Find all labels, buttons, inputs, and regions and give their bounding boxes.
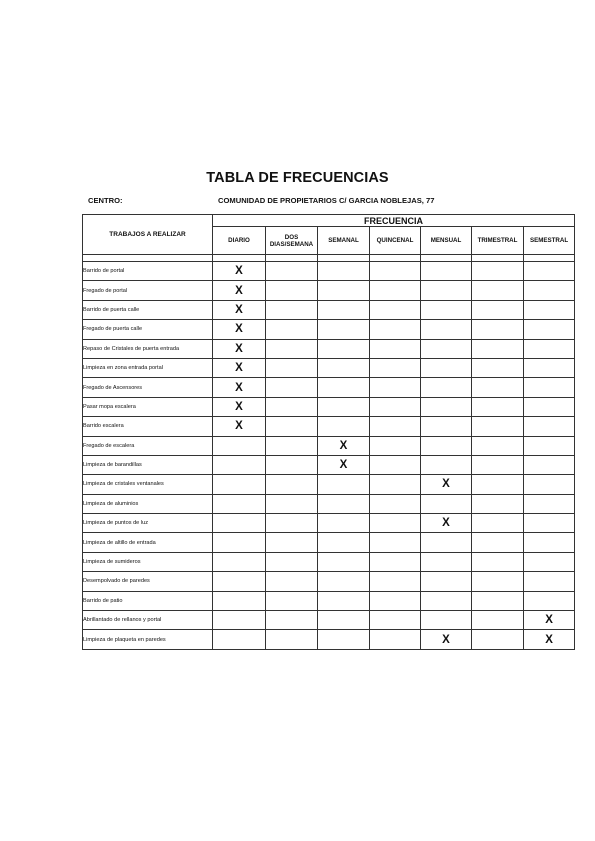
frequency-mark-cell	[318, 591, 370, 610]
task-name: Fregado de puerta calle	[83, 320, 213, 339]
frequency-mark-cell	[370, 455, 421, 474]
frequency-mark-cell	[370, 533, 421, 552]
frequency-mark-cell	[472, 455, 524, 474]
frequency-mark-cell	[524, 455, 575, 474]
frequency-mark-cell: X	[318, 436, 370, 455]
frequency-mark-cell	[472, 611, 524, 630]
frequency-mark-cell	[472, 262, 524, 281]
frequency-mark-cell	[472, 436, 524, 455]
frequency-mark-cell	[266, 475, 318, 494]
task-name: Abrillantado de rellanos y portal	[83, 611, 213, 630]
frequency-mark-cell	[266, 514, 318, 533]
frequency-mark-cell	[472, 494, 524, 513]
frequency-mark-cell	[266, 572, 318, 591]
header-spacer-row	[83, 255, 575, 262]
frequency-mark-cell	[524, 494, 575, 513]
frequency-mark-cell: X	[421, 514, 472, 533]
frequency-mark-cell	[421, 281, 472, 300]
frequency-mark-cell	[318, 611, 370, 630]
task-name: Limpieza de barandillas	[83, 455, 213, 474]
table-row	[83, 300, 575, 319]
frequency-mark-cell	[472, 572, 524, 591]
frequency-mark-cell	[524, 262, 575, 281]
frequency-mark-cell	[266, 552, 318, 571]
task-name: Fregado de escalera	[83, 436, 213, 455]
task-column-header: TRABAJOS A REALIZAR	[83, 215, 213, 255]
frequency-mark-cell	[266, 417, 318, 436]
frequency-mark-cell	[370, 572, 421, 591]
table-row	[83, 436, 575, 455]
page-title: TABLA DE FRECUENCIAS	[206, 170, 389, 186]
frequency-mark-cell	[370, 358, 421, 377]
frequency-mark-cell	[213, 533, 266, 552]
frequency-mark-cell	[421, 436, 472, 455]
frequency-mark-cell	[472, 591, 524, 610]
frequency-mark-cell: X	[213, 300, 266, 319]
frequency-mark-cell: X	[213, 378, 266, 397]
task-name: Barrido escalera	[83, 417, 213, 436]
frequency-mark-cell: X	[213, 358, 266, 377]
frequency-mark-cell	[318, 417, 370, 436]
table-row	[83, 339, 575, 358]
frequency-mark-cell	[370, 397, 421, 416]
frequency-mark-cell	[213, 514, 266, 533]
table-row	[83, 514, 575, 533]
frequency-mark-cell	[266, 436, 318, 455]
task-name: Limpieza de cristales ventanales	[83, 475, 213, 494]
frequency-mark-cell	[266, 630, 318, 649]
frequency-mark-cell	[213, 611, 266, 630]
frequency-mark-cell	[318, 533, 370, 552]
frequency-mark-cell	[318, 358, 370, 377]
frequency-mark-cell	[318, 514, 370, 533]
frequency-mark-cell	[421, 262, 472, 281]
frequency-mark-cell	[370, 320, 421, 339]
frequency-mark-cell	[318, 630, 370, 649]
frequency-mark-cell	[370, 611, 421, 630]
frequency-mark-cell: X	[213, 281, 266, 300]
frequency-mark-cell: X	[213, 262, 266, 281]
frequency-mark-cell	[266, 455, 318, 474]
frequency-group-header: FRECUENCIA	[213, 215, 575, 227]
frequency-column-header: QUINCENAL	[370, 227, 421, 255]
task-name: Repaso de Cristales de puerta entrada	[83, 339, 213, 358]
frequency-mark-cell	[524, 572, 575, 591]
frequency-mark-cell	[472, 475, 524, 494]
frequency-mark-cell	[524, 339, 575, 358]
frequency-mark-cell	[421, 378, 472, 397]
frequency-mark-cell	[421, 397, 472, 416]
frequency-mark-cell	[318, 281, 370, 300]
table-row	[83, 378, 575, 397]
frequency-mark-cell	[213, 475, 266, 494]
frequency-mark-cell	[318, 300, 370, 319]
table-row	[83, 591, 575, 610]
frequency-mark-cell	[370, 552, 421, 571]
frequency-mark-cell	[421, 533, 472, 552]
frequency-mark-cell	[318, 494, 370, 513]
task-name: Desempolvado de paredes	[83, 572, 213, 591]
task-name: Barrido de portal	[83, 262, 213, 281]
table-row	[83, 397, 575, 416]
frequency-mark-cell	[213, 630, 266, 649]
frequency-mark-cell	[213, 455, 266, 474]
frequency-mark-cell	[213, 494, 266, 513]
frequency-mark-cell	[213, 572, 266, 591]
table-row	[83, 455, 575, 474]
table-row	[83, 572, 575, 591]
frequency-mark-cell	[213, 552, 266, 571]
frequency-mark-cell	[213, 591, 266, 610]
task-name: Fregado de portal	[83, 281, 213, 300]
table-row	[83, 475, 575, 494]
frequency-mark-cell	[472, 378, 524, 397]
frequency-mark-cell	[524, 533, 575, 552]
frequency-mark-cell	[524, 436, 575, 455]
table-row	[83, 630, 575, 649]
frequency-mark-cell	[421, 455, 472, 474]
frequency-mark-cell: X	[421, 630, 472, 649]
frequency-mark-cell	[318, 552, 370, 571]
frequency-mark-cell	[421, 572, 472, 591]
frequency-mark-cell	[266, 339, 318, 358]
frequency-mark-cell	[370, 300, 421, 319]
frequency-mark-cell	[524, 475, 575, 494]
frequency-mark-cell	[421, 494, 472, 513]
frequency-mark-cell	[266, 378, 318, 397]
frequency-mark-cell	[472, 358, 524, 377]
frequency-mark-cell	[421, 591, 472, 610]
frequency-mark-cell	[472, 397, 524, 416]
frequency-mark-cell	[318, 397, 370, 416]
frequency-mark-cell	[472, 339, 524, 358]
frequency-mark-cell: X	[318, 455, 370, 474]
table-row	[83, 320, 575, 339]
table-row	[83, 611, 575, 630]
frequency-mark-cell	[421, 320, 472, 339]
centro-value: COMUNIDAD DE PROPIETARIOS C/ GARCIA NOBLEJAS, 77	[218, 196, 435, 205]
frequency-mark-cell	[318, 572, 370, 591]
table-row	[83, 262, 575, 281]
frequency-mark-cell	[266, 611, 318, 630]
frequency-mark-cell	[266, 300, 318, 319]
frequency-mark-cell	[421, 300, 472, 319]
table-row	[83, 494, 575, 513]
frequency-mark-cell	[472, 320, 524, 339]
table-row	[83, 417, 575, 436]
frequency-mark-cell	[266, 397, 318, 416]
frequency-mark-cell: X	[524, 611, 575, 630]
frequency-mark-cell	[266, 358, 318, 377]
frequency-mark-cell	[370, 475, 421, 494]
frequency-mark-cell	[472, 630, 524, 649]
frequency-column-header: DOS DIAS/SEMANA	[266, 227, 318, 255]
task-name: Limpieza de plaqueta en paredes	[83, 630, 213, 649]
table-row	[83, 552, 575, 571]
frequency-table	[82, 214, 575, 650]
frequency-mark-cell	[472, 533, 524, 552]
frequency-mark-cell	[318, 320, 370, 339]
frequency-mark-cell: X	[213, 397, 266, 416]
task-name: Barrido de patio	[83, 591, 213, 610]
frequency-mark-cell	[266, 320, 318, 339]
frequency-mark-cell	[370, 339, 421, 358]
frequency-mark-cell: X	[213, 339, 266, 358]
task-name: Pasar mopa escalera	[83, 397, 213, 416]
frequency-mark-cell	[370, 514, 421, 533]
table-body	[83, 255, 575, 650]
frequency-mark-cell	[524, 378, 575, 397]
frequency-mark-cell	[266, 281, 318, 300]
frequency-mark-cell	[370, 417, 421, 436]
task-name: Limpieza en zona entrada portal	[83, 358, 213, 377]
frequency-column-header: MENSUAL	[421, 227, 472, 255]
task-name: Fregado de Ascensores	[83, 378, 213, 397]
frequency-column-header: SEMESTRAL	[524, 227, 575, 255]
frequency-mark-cell	[266, 533, 318, 552]
frequency-mark-cell	[472, 300, 524, 319]
frequency-mark-cell	[318, 378, 370, 397]
frequency-mark-cell	[472, 552, 524, 571]
frequency-mark-cell	[421, 339, 472, 358]
frequency-mark-cell: X	[213, 417, 266, 436]
frequency-mark-cell: X	[421, 475, 472, 494]
frequency-mark-cell	[421, 552, 472, 571]
frequency-mark-cell	[421, 358, 472, 377]
frequency-column-header: SEMANAL	[318, 227, 370, 255]
frequency-mark-cell	[370, 591, 421, 610]
frequency-mark-cell	[370, 630, 421, 649]
frequency-mark-cell	[318, 262, 370, 281]
frequency-mark-cell	[370, 494, 421, 513]
frequency-mark-cell	[524, 300, 575, 319]
frequency-mark-cell	[266, 591, 318, 610]
frequency-mark-cell	[524, 591, 575, 610]
task-name: Limpieza de sumideros	[83, 552, 213, 571]
frequency-mark-cell	[472, 281, 524, 300]
frequency-mark-cell	[318, 339, 370, 358]
centro-label: CENTRO:	[88, 196, 123, 205]
frequency-mark-cell	[524, 358, 575, 377]
frequency-mark-cell	[524, 397, 575, 416]
frequency-mark-cell	[318, 475, 370, 494]
task-name: Limpieza de altillo de entrada	[83, 533, 213, 552]
frequency-mark-cell	[370, 262, 421, 281]
frequency-mark-cell	[524, 514, 575, 533]
frequency-mark-cell	[421, 417, 472, 436]
table-row	[83, 281, 575, 300]
frequency-mark-cell: X	[213, 320, 266, 339]
frequency-mark-cell	[370, 436, 421, 455]
frequency-mark-cell	[266, 262, 318, 281]
frequency-column-header: DIARIO	[213, 227, 266, 255]
frequency-mark-cell	[213, 436, 266, 455]
frequency-mark-cell	[524, 552, 575, 571]
table-row	[83, 533, 575, 552]
frequency-column-header: TRIMESTRAL	[472, 227, 524, 255]
frequency-mark-cell	[524, 320, 575, 339]
frequency-mark-cell: X	[524, 630, 575, 649]
task-name: Limpieza de aluminios	[83, 494, 213, 513]
frequency-mark-cell	[421, 611, 472, 630]
frequency-mark-cell	[472, 514, 524, 533]
frequency-mark-cell	[370, 378, 421, 397]
frequency-mark-cell	[266, 494, 318, 513]
table-row	[83, 358, 575, 377]
frequency-mark-cell	[524, 281, 575, 300]
frequency-mark-cell	[370, 281, 421, 300]
frequency-mark-cell	[524, 417, 575, 436]
task-name: Barrido de puerta calle	[83, 300, 213, 319]
frequency-mark-cell	[472, 417, 524, 436]
task-name: Limpieza de puntos de luz	[83, 514, 213, 533]
